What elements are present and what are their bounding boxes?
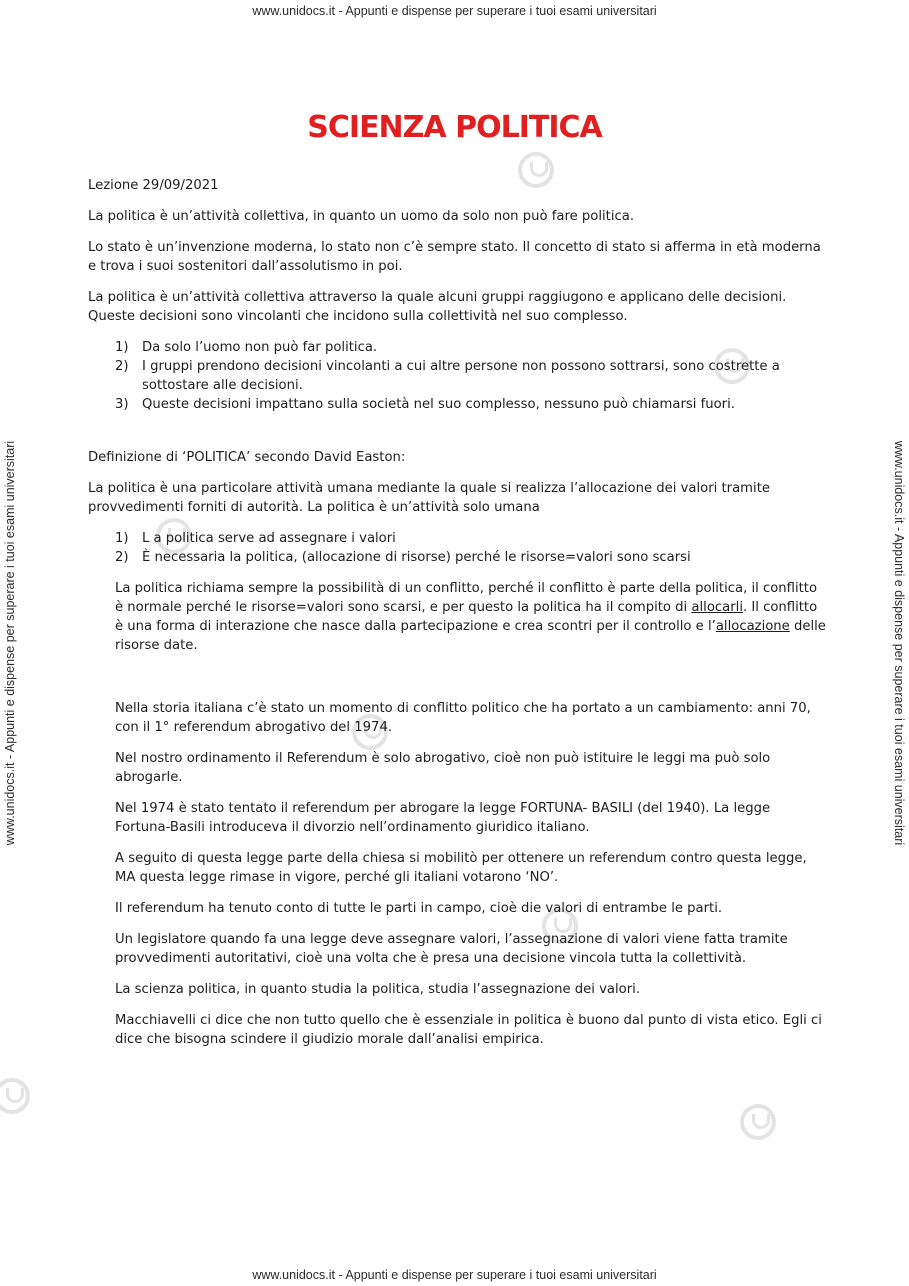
paragraph-10: Il referendum ha tenuto conto di tutte le parti in campo, cioè die valori di entrambe le parti. xyxy=(115,901,723,916)
paragraph-4: La politica è una particolare attività umana mediante la quale si realizza l’allocazione dei valori tramite provvedimenti forniti di autorità. La politica è un’attività solo umana xyxy=(88,481,770,515)
list-item: 1) Da solo l’uomo non può far politica. xyxy=(115,340,378,355)
list-item: 2) I gruppi prendono decisioni vincolanti a cui altre persone non possono sottrarsi, sono costrette a sottostare alle decisioni. xyxy=(115,359,780,393)
paragraph-8: Nel 1974 è stato tentato il referendum per abrogare la legge FORTUNA- BASILI (del 1940). La legge Fortuna-Basili introduceva il divorzio nell’ordinamento giuridico italiano. xyxy=(115,801,771,835)
paragraph-9: A seguito di questa legge parte della chiesa si mobilitò per ottenere un referendum contro questa legge, MA questa legge rimase in vigore, perché gli italiani votarono ‘NO’. xyxy=(115,851,807,885)
paragraph-5: La politica richiama sempre la possibilità di un conflitto, perché il conflitto è parte della politica, il conflitto è normale perché le risorse=valori sono scarsi, e per questo la politica ha il compito di allocarli. Il conflitto è una forma di interazione che nasce dalla partecipazione e crea scontri per il controllo e l’allocazione delle risorse date. xyxy=(115,581,826,653)
watermark-side-left: www.unidocs.it - Appunti e dispense per superare i tuoi esami universitari xyxy=(3,440,17,846)
definition-heading: Definizione di ‘POLITICA’ secondo David Easton: xyxy=(88,450,406,465)
paragraph-6: Nella storia italiana c’è stato un momento di conflitto politico che ha portato a un cambiamento: anni 70, con il 1° referendum abrogativo del 1974. xyxy=(115,701,811,735)
paragraph-7: Nel nostro ordinamento il Referendum è solo abrogativo, cioè non può istituire le leggi ma può solo abrogarle. xyxy=(115,751,771,785)
paragraph-11: Un legislatore quando fa una legge deve assegnare valori, l’assegnazione di valori viene fatta tramite provvedimenti autoritativi, cioè una volta che è presa una decisione vincola tutta la collettività. xyxy=(115,932,788,966)
paragraph-13: Macchiavelli ci dice che non tutto quello che è essenziale in politica è buono dal punto di vista etico. Egli ci dice che bisogna scindere il giudizio morale dall’analisi empirica. xyxy=(115,1013,822,1047)
watermark-banner-bottom: www.unidocs.it - Appunti e dispense per superare i tuoi esami universitari xyxy=(252,1268,657,1282)
list-2 xyxy=(88,529,828,567)
paragraph-12: La scienza politica, in quanto studia la politica, studia l’assegnazione dei valori. xyxy=(115,982,641,997)
list-item: 3) Queste decisioni impattano sulla società nel suo complesso, nessuno può chiamarsi fuori. xyxy=(115,397,735,412)
document-title: SCIENZA POLITICA xyxy=(307,110,602,145)
watermark-banner-top: www.unidocs.it - Appunti e dispense per superare i tuoi esami universitari xyxy=(252,4,657,18)
watermark-side-right: www.unidocs.it - Appunti e dispense per superare i tuoi esami universitari xyxy=(892,440,906,846)
paragraph-1: La politica è un’attività collettiva, in quanto un uomo da solo non può fare politica. xyxy=(88,209,635,224)
lesson-date: Lezione 29/09/2021 xyxy=(88,178,219,193)
list-item: 2) È necessaria la politica, (allocazione di risorse) perché le risorse=valori sono scarsi xyxy=(115,550,691,565)
paragraph-2: Lo stato è un’invenzione moderna, lo stato non c’è sempre stato. Il concetto di stato si afferma in età moderna e trova i suoi sostenitori dall’assolutismo in poi. xyxy=(88,240,821,274)
unidocs-logo-icon xyxy=(0,1078,30,1114)
document-body xyxy=(88,176,828,1061)
list-1 xyxy=(88,338,828,414)
unidocs-logo-icon xyxy=(740,1104,776,1140)
list-item: 1) L a politica serve ad assegnare i valori xyxy=(115,531,396,546)
paragraph-3: La politica è un’attività collettiva attraverso la quale alcuni gruppi raggiugono e applicano delle decisioni. Queste decisioni sono vincolanti che incidono sulla collettività nel suo complesso. xyxy=(88,290,787,324)
